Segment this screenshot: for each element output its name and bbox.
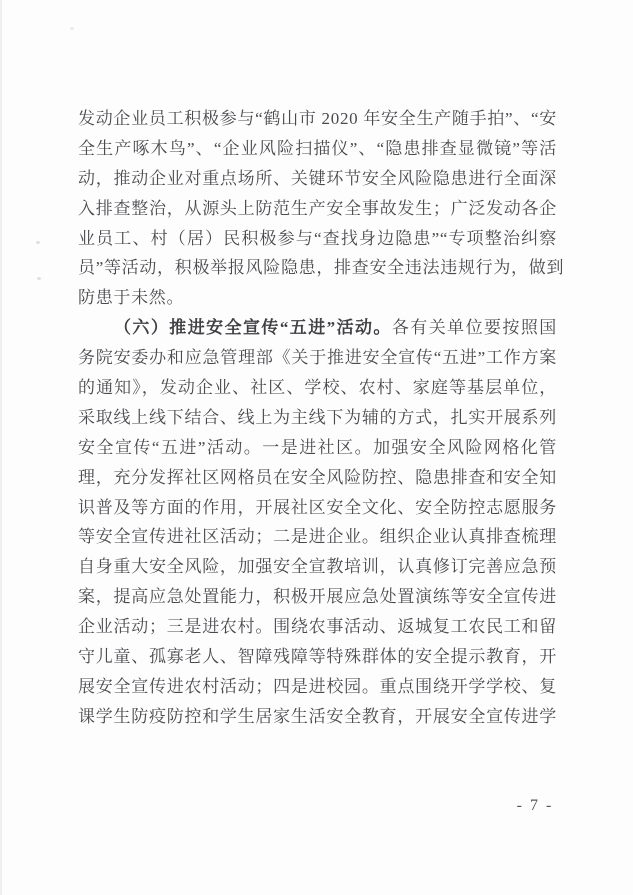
document-line	[78, 642, 557, 672]
line-bold-text: （六）推进安全宣传“五进”活动。	[114, 318, 392, 338]
line-text: 等安全宣传进社区活动；二是进企业。组织企业认真排查梳理	[78, 527, 557, 547]
document-line	[78, 283, 557, 313]
document-line	[78, 702, 557, 732]
line-text: 自身重大安全风险，加强安全宣教培训，认真修订完善应急预	[78, 557, 557, 577]
page-number: - 7 -	[516, 797, 554, 814]
line-text: 的通知》，发动企业、社区、学校、农村、家庭等基层单位，	[78, 378, 557, 398]
line-text: 安全宣传“五进”活动。一是进社区。加强安全风险网格化管	[78, 437, 557, 457]
scan-edge-artifact	[0, 0, 2, 895]
document-line-section-heading	[78, 313, 557, 343]
line-text: 防患于未然。	[78, 288, 185, 308]
document-line	[78, 104, 557, 134]
line-text: 员”等活动，积极举报风险隐患，排查安全违法违规行为，做到	[78, 258, 565, 278]
line-text: 务院安委办和应急管理部《关于推进安全宣传“五进”工作方案	[78, 348, 557, 368]
line-text: 全生产啄木鸟”、“企业风险扫描仪”、“隐患排查显微镜”等活	[78, 138, 557, 158]
document-line	[78, 134, 557, 164]
line-text: 守儿童、孤寡老人、智障残障等特殊群体的安全提示教育，开	[78, 647, 557, 667]
document-line	[78, 433, 557, 463]
document-line	[78, 224, 557, 254]
line-text: 识普及等方面的作用，开展社区安全文化、安全防控志愿服务	[78, 497, 557, 517]
document-line	[78, 612, 557, 642]
document-line	[78, 493, 557, 523]
line-text: 理，充分发挥社区网格员在安全风险防控、隐患排查和安全知	[78, 467, 557, 487]
line-text: 各有关单位要按照国	[391, 318, 557, 338]
document-line	[78, 194, 557, 224]
document-line	[78, 672, 557, 702]
scan-speck	[36, 241, 40, 244]
document-line	[78, 253, 565, 283]
scan-speck	[70, 27, 74, 30]
line-text: 课学生防疫防控和学生居家生活安全教育，开展安全宣传进学	[78, 706, 557, 726]
line-text: 展安全宣传进农村活动；四是进校园。重点围绕开学学校、复	[78, 676, 557, 696]
document-line	[78, 552, 557, 582]
line-text: 动，推动企业对重点场所、关键环节安全风险隐患进行全面深	[78, 168, 557, 188]
document-line	[78, 164, 557, 194]
document-line	[78, 403, 557, 433]
document-line	[78, 522, 557, 552]
document-line	[78, 373, 557, 403]
line-text: 企业活动；三是进农村。围绕农事活动、返城复工农民工和留	[78, 617, 557, 637]
document-body	[78, 104, 565, 732]
document-line	[78, 463, 557, 493]
line-text: 发动企业员工积极参与“鹤山市 2020 年安全生产随手拍”、“安	[78, 109, 557, 128]
document-line	[78, 343, 557, 373]
scan-speck	[37, 277, 41, 280]
line-text: 业员工、村（居）民积极参与“查找身边隐患”“专项整治纠察	[78, 228, 557, 248]
document-line	[78, 582, 557, 612]
line-text: 入排查整治，从源头上防范生产安全事故发生；广泛发动各企	[78, 198, 557, 218]
line-text: 采取线上线下结合、线上为主线下为辅的方式，扎实开展系列	[78, 407, 557, 427]
line-text: 案，提高应急处置能力，积极开展应急处置演练等安全宣传进	[78, 587, 557, 607]
